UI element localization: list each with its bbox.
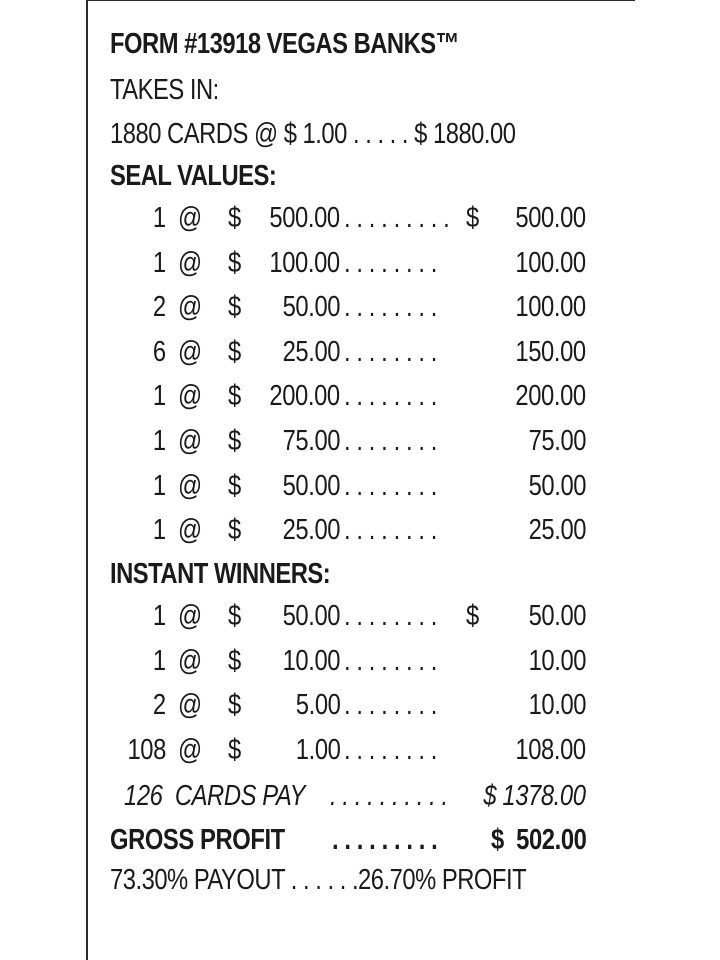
- seal-value-row: [110, 332, 586, 372]
- row-dots: . . . . . . . .: [344, 600, 437, 632]
- instant-winner-row: [110, 641, 586, 681]
- row-dots: . . . . . . . .: [344, 469, 437, 502]
- row-quantity: 2: [153, 291, 166, 324]
- row-quantity: 1: [153, 380, 166, 413]
- row-currency: $: [228, 644, 241, 677]
- instant-winner-row: [110, 685, 586, 725]
- cards-pay-row: [110, 776, 586, 816]
- seal-value-row: [110, 287, 586, 327]
- row-at-sign: @: [178, 380, 202, 413]
- row-quantity: 1: [153, 600, 166, 632]
- row-at-sign: @: [178, 514, 202, 547]
- row-at-sign: @: [178, 246, 202, 279]
- row-currency: $: [228, 600, 241, 632]
- row-at-sign: @: [178, 202, 202, 234]
- instant-winner-row: [110, 730, 586, 770]
- row-currency: $: [228, 335, 241, 368]
- row-price: 25.00: [282, 514, 340, 547]
- row-quantity: 1: [153, 202, 166, 234]
- gross-profit-row: [110, 820, 586, 860]
- row-total: 100.00: [515, 246, 586, 279]
- gross-profit-label: GROSS PROFIT: [110, 824, 285, 856]
- seal-value-row: [110, 510, 586, 550]
- row-dots: . . . . . . . .: [344, 689, 437, 721]
- row-dots: . . . . . . . .: [344, 425, 437, 457]
- row-dollar: $: [466, 202, 479, 234]
- row-dots: . . . . . . . .: [344, 644, 437, 677]
- seal-value-row: [110, 376, 586, 416]
- row-total: 200.00: [515, 380, 586, 413]
- row-at-sign: @: [178, 644, 202, 677]
- row-dots: . . . . . . . .: [344, 380, 437, 413]
- row-price: 10.00: [282, 644, 340, 677]
- row-dollar: $: [466, 600, 479, 632]
- instant-winners-label: INSTANT WINNERS:: [110, 558, 331, 590]
- row-dots: . . . . . . . .: [344, 246, 437, 279]
- row-price: 50.00: [282, 291, 340, 324]
- row-currency: $: [228, 514, 241, 547]
- row-price: 100.00: [269, 246, 340, 279]
- row-total: 108.00: [515, 733, 586, 766]
- row-total: 50.00: [528, 469, 586, 502]
- row-total: 10.00: [528, 644, 586, 677]
- row-dots: . . . . . . . . .: [344, 202, 450, 234]
- row-currency: $: [228, 425, 241, 457]
- takes-in-line: 1880 CARDS @ $ 1.00 . . . . . $ 1880.00: [110, 118, 516, 150]
- row-price: 1.00: [295, 733, 340, 766]
- row-currency: $: [228, 469, 241, 502]
- seal-value-row: [110, 466, 586, 506]
- row-dots: . . . . . . . .: [344, 335, 437, 368]
- row-dots: . . . . . . . .: [344, 291, 437, 324]
- row-price: 200.00: [269, 380, 340, 413]
- row-quantity: 1: [153, 644, 166, 677]
- row-currency: $: [228, 291, 241, 324]
- row-price: 50.00: [282, 469, 340, 502]
- row-quantity: 1: [153, 514, 166, 547]
- row-at-sign: @: [178, 291, 202, 324]
- instant-winner-row: [110, 596, 586, 636]
- seal-value-row: [110, 421, 586, 461]
- row-total: 150.00: [515, 335, 586, 368]
- row-total: 100.00: [515, 291, 586, 324]
- cards-pay-dots: . . . . . . . . . .: [330, 780, 448, 812]
- row-total: 50.00: [528, 600, 586, 632]
- row-quantity: 1: [153, 425, 166, 457]
- row-price: 500.00: [269, 202, 340, 234]
- row-at-sign: @: [178, 469, 202, 502]
- cards-pay-label: 126 CARDS PAY: [124, 780, 306, 812]
- row-currency: $: [228, 733, 241, 766]
- row-price: 25.00: [282, 335, 340, 368]
- row-at-sign: @: [178, 600, 202, 632]
- takes-in-label: TAKES IN:: [110, 74, 219, 106]
- row-total: 10.00: [528, 689, 586, 721]
- gross-profit-dots: . . . . . . . . .: [332, 824, 438, 856]
- row-at-sign: @: [178, 335, 202, 368]
- row-currency: $: [228, 202, 241, 234]
- gross-profit-amount: $ 502.00: [490, 824, 586, 856]
- row-at-sign: @: [178, 733, 202, 766]
- row-quantity: 1: [153, 469, 166, 502]
- row-dots: . . . . . . . .: [344, 733, 437, 766]
- row-currency: $: [228, 246, 241, 279]
- form-title: FORM #13918 VEGAS BANKS™: [110, 28, 459, 60]
- row-total: 25.00: [528, 514, 586, 547]
- row-total: 75.00: [528, 425, 586, 457]
- row-quantity: 108: [127, 733, 166, 766]
- row-at-sign: @: [178, 689, 202, 721]
- row-at-sign: @: [178, 425, 202, 457]
- row-price: 75.00: [282, 425, 340, 457]
- row-dots: . . . . . . . .: [344, 514, 437, 547]
- row-quantity: 2: [153, 689, 166, 721]
- cards-pay-amount: $ 1378.00: [483, 780, 586, 812]
- row-quantity: 1: [153, 246, 166, 279]
- seal-value-row: [110, 243, 586, 283]
- seal-value-row: [110, 198, 586, 238]
- row-total: 500.00: [515, 202, 586, 234]
- payout-line: 73.30% PAYOUT . . . . . .26.70% PROFIT: [110, 864, 527, 896]
- seal-values-label: SEAL VALUES:: [110, 160, 277, 192]
- row-currency: $: [228, 689, 241, 721]
- row-price: 50.00: [282, 600, 340, 632]
- row-quantity: 6: [153, 335, 166, 368]
- row-currency: $: [228, 380, 241, 413]
- row-price: 5.00: [295, 689, 340, 721]
